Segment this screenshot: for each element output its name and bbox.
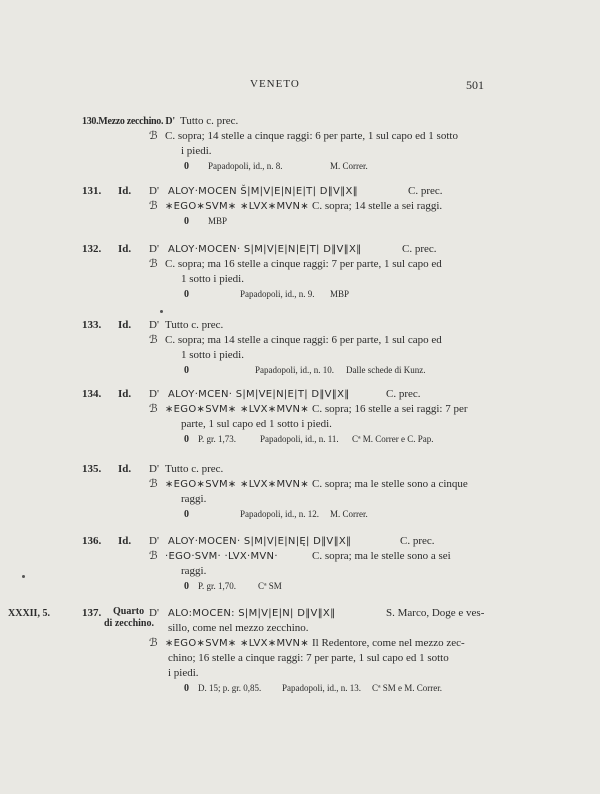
- reverse-legend: ∗EGO∗SVM∗ ∗LVX∗MVN∗: [165, 638, 310, 649]
- rarity-grade: 0: [184, 509, 189, 520]
- reverse-legend: ∗EGO∗SVM∗ ∗LVX∗MVN∗: [165, 201, 310, 212]
- reverse-legend: ·EGO·SVM· ·LVX·MVN·: [165, 551, 278, 562]
- entry-number: 132.: [82, 243, 102, 255]
- entry-denomination: Id.: [118, 185, 132, 197]
- rarity-grade: 0: [184, 683, 189, 694]
- reverse-mark: ℬ: [149, 258, 158, 270]
- reverse-description: C. sopra; 14 stelle a cinque raggi: 6 per parte, 1 sul capo ed 1 sotto: [165, 130, 458, 142]
- entry-denomination: Id.: [118, 243, 132, 255]
- reverse-description-cont: i piedi.: [181, 145, 212, 157]
- reverse-description: C. sopra; 16 stelle a sei raggi: 7 per: [312, 403, 468, 415]
- obverse-description: Tutto c. prec.: [165, 463, 224, 475]
- obverse-description: C. prec.: [402, 243, 437, 255]
- source-reference: Papadopoli, id., n. 12.: [240, 509, 319, 519]
- entry-number: 130.Mezzo zecchino. D': [82, 116, 175, 127]
- source-reference: Papadopoli, id., n. 11.: [260, 434, 339, 444]
- entry-number: 135.: [82, 463, 102, 475]
- collection: Cª SM: [258, 581, 282, 591]
- obverse-description: S. Marco, Doge e ves-: [386, 607, 485, 619]
- obverse-description: C. prec.: [408, 185, 443, 197]
- collection: MBP: [208, 216, 228, 226]
- reverse-description-cont: parte, 1 sul capo ed 1 sotto i piedi.: [181, 418, 332, 430]
- obverse-mark: D': [149, 388, 159, 400]
- source-reference: Papadopoli, id., n. 10.: [255, 365, 334, 375]
- obverse-legend: ALOY·MCEN· S|M|VE|N|E|T| D‖V‖X‖: [168, 389, 350, 400]
- plate-reference: XXXII, 5.: [8, 608, 50, 619]
- reverse-description: Il Redentore, come nel mezzo zec-: [312, 637, 465, 649]
- rarity-grade: 0: [184, 581, 189, 592]
- obverse-legend: ALOY·MOCEN Š|M|V|E|N|E|T| D‖V‖X‖: [168, 186, 358, 197]
- obverse-legend: ALOY·MOCEN· S|M|V|E|N|E|T| D‖V‖X‖: [168, 244, 362, 255]
- reverse-description: C. sopra; ma 14 stelle a cinque raggi: 6 per parte, 1 sul capo ed: [165, 334, 442, 346]
- reverse-mark: ℬ: [149, 403, 158, 415]
- reverse-mark: ℬ: [149, 334, 158, 346]
- obverse-description-cont: sillo, come nel mezzo zecchino.: [168, 622, 309, 634]
- rarity-grade: 0: [184, 161, 189, 172]
- reverse-mark: ℬ: [149, 130, 158, 142]
- rarity-grade: 0: [184, 434, 189, 445]
- source-reference: Papadopoli, id., n. 13.: [282, 683, 361, 693]
- obverse-mark: D': [149, 463, 159, 475]
- reverse-mark: ℬ: [149, 200, 158, 212]
- obverse-legend: ALO:MOCEN: S|M|V|E|N| D‖V‖X‖: [168, 608, 336, 619]
- entry-denomination: Id.: [118, 319, 132, 331]
- collection: Cª M. Correr e C. Pap.: [352, 434, 434, 444]
- collection: Dalle schede di Kunz.: [346, 365, 426, 375]
- rarity-grade: 0: [184, 216, 189, 227]
- reverse-legend: ∗EGO∗SVM∗ ∗LVX∗MVN∗: [165, 404, 310, 415]
- weight: P. gr. 1,70.: [198, 581, 237, 591]
- collection: MBP: [330, 289, 350, 299]
- header-title: VENETO: [250, 78, 300, 90]
- obverse-description: Tutto c. prec.: [180, 115, 239, 127]
- obverse-mark: D': [149, 243, 159, 255]
- obverse-description: C. prec.: [386, 388, 421, 400]
- source-reference: Papadopoli, id., n. 8.: [208, 161, 283, 171]
- reverse-description-cont: chino; 16 stelle a cinque raggi: 7 per parte, 1 sul capo ed 1 sotto: [168, 652, 449, 664]
- reverse-mark: ℬ: [149, 550, 158, 562]
- reverse-mark: ℬ: [149, 478, 158, 490]
- reverse-description-cont: raggi.: [181, 493, 207, 505]
- obverse-description: Tutto c. prec.: [165, 319, 224, 331]
- obverse-mark: D': [149, 535, 159, 547]
- obverse-mark: D': [149, 607, 159, 619]
- obverse-mark: D': [149, 185, 159, 197]
- collection: Cª SM e M. Correr.: [372, 683, 442, 693]
- rarity-grade: 0: [184, 289, 189, 300]
- weight: D. 15; p. gr. 0,85.: [198, 683, 262, 693]
- reverse-description: C. sopra; ma le stelle sono a sei: [312, 550, 451, 562]
- reverse-description-cont: 1 sotto i piedi.: [181, 349, 244, 361]
- entry-denomination: Id.: [118, 463, 132, 475]
- margin-speck: [160, 310, 163, 313]
- margin-speck: [22, 575, 25, 578]
- collection: M. Correr.: [330, 161, 368, 171]
- rarity-grade: 0: [184, 365, 189, 376]
- collection: M. Correr.: [330, 509, 368, 519]
- reverse-description: C. sopra; ma le stelle sono a cinque: [312, 478, 468, 490]
- entry-number: 134.: [82, 388, 102, 400]
- reverse-legend: ∗EGO∗SVM∗ ∗LVX∗MVN∗: [165, 479, 310, 490]
- denomination-line1: Quarto: [113, 606, 145, 617]
- weight: P. gr. 1,73.: [198, 434, 237, 444]
- obverse-mark: D': [149, 319, 159, 331]
- page-number: 501: [466, 78, 484, 92]
- reverse-description-cont2: i piedi.: [168, 667, 199, 679]
- source-reference: Papadopoli, id., n. 9.: [240, 289, 315, 299]
- entry-number: 133.: [82, 319, 102, 331]
- denomination-line2: di zecchino.: [104, 618, 154, 629]
- entry-number: 136.: [82, 535, 102, 547]
- obverse-description: C. prec.: [400, 535, 435, 547]
- entry-denomination: Id.: [118, 388, 132, 400]
- reverse-description: C. sopra; ma 16 stelle a cinque raggi: 7 per parte, 1 sul capo ed: [165, 258, 442, 270]
- entry-denomination: Id.: [118, 535, 132, 547]
- reverse-mark: ℬ: [149, 637, 158, 649]
- entry-number: 131.: [82, 185, 102, 197]
- reverse-description-cont: raggi.: [181, 565, 207, 577]
- reverse-description: C. sopra; 14 stelle a sei raggi.: [312, 200, 443, 212]
- reverse-description-cont: 1 sotto i piedi.: [181, 273, 244, 285]
- entry-number: 137.: [82, 607, 102, 619]
- obverse-legend: ALOY·MOCEN· S|M|V|E|N|Ę| D‖V‖X‖: [168, 536, 352, 547]
